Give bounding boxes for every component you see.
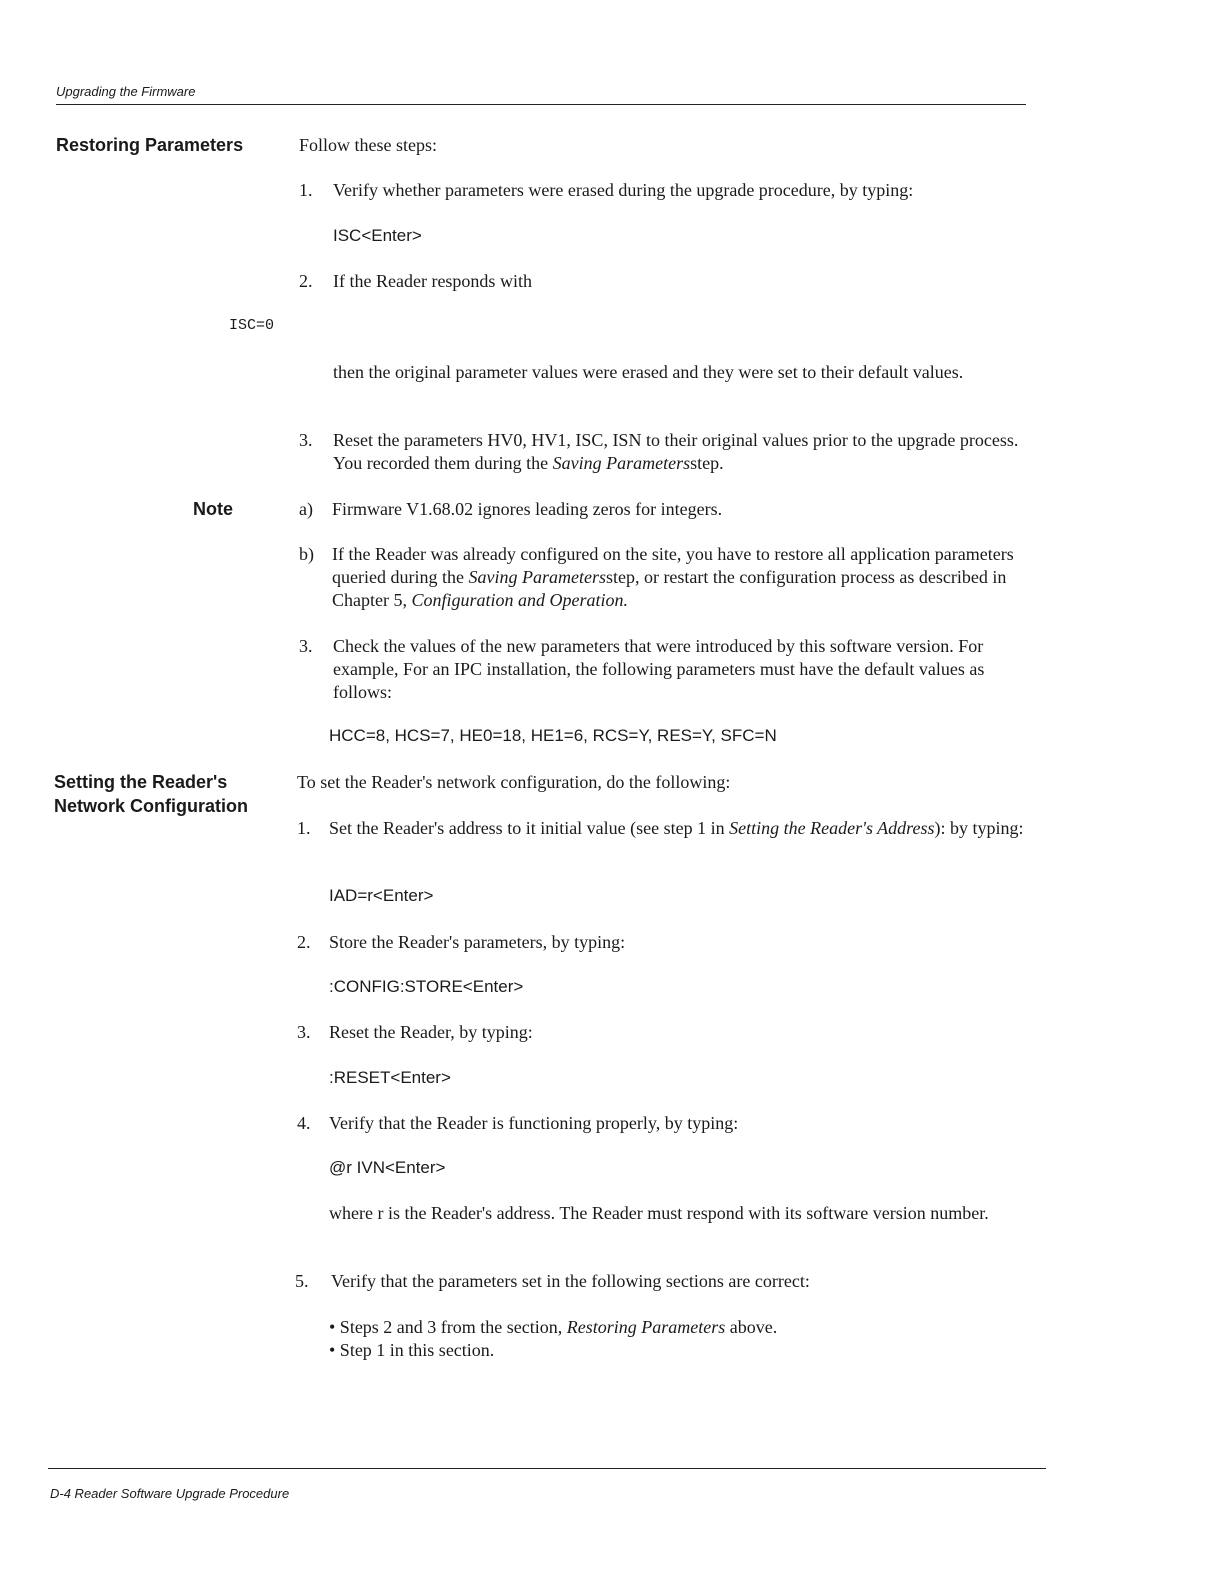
header-rule	[56, 104, 1026, 105]
note-b-text-b: step, or restart the configuration process as described in Chapter 5,	[332, 567, 1007, 610]
s2-step3-text: Reset the Reader, by typing:	[329, 1022, 533, 1042]
s2-step1-text-a: Set the Reader's address to it initial value (see step 1 in	[329, 818, 730, 838]
note-b-text-em2: Configuration and Operation.	[411, 590, 628, 610]
step3b-number: 3.	[299, 636, 313, 656]
s2-step1-command: IAD=r<Enter>	[329, 886, 434, 905]
s2-step1-number: 1.	[297, 818, 311, 838]
bullet1-text-a: • Steps 2 and 3 from the section,	[329, 1317, 567, 1337]
section-heading-network-config-line1: Setting the Reader's	[54, 772, 228, 792]
s2-step1-text	[329, 817, 1029, 840]
note-b-marker: b)	[299, 544, 314, 564]
s2-step5-bullet2: • Step 1 in this section.	[329, 1340, 495, 1360]
s2-step3-number: 3.	[297, 1022, 311, 1042]
section1-intro: Follow these steps:	[299, 135, 437, 155]
step2-number: 2.	[299, 271, 313, 291]
step3-text-em: Saving Parameters	[552, 453, 691, 473]
s2-step1-text-b: ): by typing:	[934, 818, 1024, 838]
step3-number: 3.	[299, 430, 313, 450]
s2-step4-text: Verify that the Reader is functioning properly, by typing:	[329, 1113, 739, 1133]
s2-step4-number: 4.	[297, 1113, 311, 1133]
footer-text: D-4 Reader Software Upgrade Procedure	[50, 1486, 290, 1501]
step2-then-text: then the original parameter values were erased and they were set to their default values.	[333, 362, 964, 382]
s2-step2-command: :CONFIG:STORE<Enter>	[329, 977, 524, 996]
footer-rule	[48, 1468, 1046, 1469]
s2-step1-text-em: Setting the Reader's Address	[729, 818, 935, 838]
running-header: Upgrading the Firmware	[56, 84, 196, 99]
s2-step2-number: 2.	[297, 932, 311, 952]
step1-command: ISC<Enter>	[333, 226, 422, 245]
s2-step5-text: Verify that the parameters set in the following sections are correct:	[331, 1271, 810, 1291]
step2-text: If the Reader responds with	[333, 271, 532, 291]
section-heading-restoring-parameters: Restoring Parameters	[56, 135, 244, 155]
step1-number: 1.	[299, 180, 313, 200]
note-b-text	[332, 543, 1052, 612]
step1-text: Verify whether parameters were erased during the upgrade procedure, by typing:	[333, 180, 914, 200]
step3-text	[333, 429, 1023, 475]
note-label: Note	[193, 499, 233, 519]
bullet1-text-em: Restoring Parameters	[566, 1317, 726, 1337]
step3-text-a: Reset the parameters HV0, HV1, ISC, ISN to their original values prior to the upgrade process. You recorded them during the	[333, 430, 1019, 473]
step3-text-b: step.	[690, 453, 724, 473]
note-b-text-em1: Saving Parameters	[468, 567, 606, 587]
section-heading-network-config-line2: Network Configuration	[54, 796, 248, 816]
note-a-text: Firmware V1.68.02 ignores leading zeros for integers.	[332, 499, 723, 519]
s2-step4-where-text: where r is the Reader's address. The Reader must respond with its software version number.	[329, 1203, 989, 1223]
section2-intro: To set the Reader's network configuration, do the following:	[297, 772, 731, 792]
s2-step5-number: 5.	[295, 1271, 309, 1291]
step3b-text: Check the values of the new parameters that were introduced by this software version. For example, For an IPC installation, the following parameters must have the default values as follows:	[333, 636, 985, 702]
s2-step4-command: @r IVN<Enter>	[329, 1158, 446, 1177]
note-a-marker: a)	[299, 499, 313, 519]
bullet1-text-b: above.	[725, 1317, 778, 1337]
s2-step5-bullet1	[329, 1316, 777, 1339]
note-b-text-a: If the Reader was already configured on the site, you have to restore all application parameters queried during the	[332, 544, 1014, 587]
s2-step3-command: :RESET<Enter>	[329, 1068, 451, 1087]
step2-response: ISC=0	[229, 317, 275, 334]
s2-step2-text: Store the Reader's parameters, by typing:	[329, 932, 626, 952]
step3b-values: HCC=8, HCS=7, HE0=18, HE1=6, RCS=Y, RES=Y, SFC=N	[329, 726, 777, 745]
